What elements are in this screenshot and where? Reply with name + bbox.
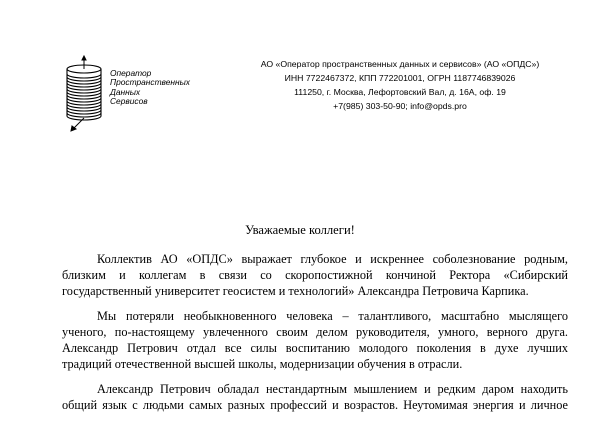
- logo-text-line: Данных: [110, 86, 141, 97]
- company-logo: [58, 56, 228, 136]
- text-line: Коллектив АО «ОПДС» выражает глубокое и искреннее соболезнование родным,: [97, 252, 568, 266]
- text-line: государственный университет геосистем и технологий» Александра Петровича Карпика.: [62, 284, 529, 298]
- logo-text-line: Оператор: [110, 68, 152, 78]
- company-contacts: +7(985) 303-50-90; info@opds.pro: [333, 101, 467, 111]
- text-line: Александр Петрович обладал нестандартным мышлением и редким даром находить: [97, 382, 568, 396]
- paragraph: [62, 251, 568, 299]
- paragraph: [62, 308, 568, 372]
- text-line: традиций отечественной высшей школы, модернизации обучения в отрасли.: [62, 357, 463, 371]
- letter-greeting: Уважаемые коллеги!: [245, 223, 355, 237]
- paragraph: [62, 381, 568, 413]
- company-details: [230, 57, 570, 113]
- logo-text-line: Сервисов: [110, 96, 148, 107]
- logo-text: [110, 69, 190, 107]
- logo-text-line: Пространственных: [110, 77, 190, 88]
- text-line: общий язык с людьми самых разных профессий и возрастов. Неутомимая энергия и личное: [62, 398, 568, 412]
- company-registration: ИНН 7722467372, КПП 772201001, ОГРН 1187746839026: [284, 73, 516, 83]
- company-address: 111250, г. Москва, Лефортовский Вал, д. 16А, оф. 19: [294, 87, 506, 97]
- text-line: Мы потеряли необыкновенного человека – талантливого, масштабно мыслящего: [97, 309, 568, 323]
- text-line: близким и коллегам в связи со скоропостижной кончиной Ректора «Сибирский: [62, 268, 568, 282]
- text-line: Александр Петрович отдал все силы воспитанию молодого поколения в духе лучших: [62, 341, 568, 355]
- company-name: АО «Оператор пространственных данных и сервисов» (АО «ОПДС»): [260, 59, 540, 69]
- striped-cylinder-icon: [58, 56, 118, 136]
- letter-body: [62, 251, 568, 422]
- text-line: ученого, по-настоящему увлеченного своим делом руководителя, умного, верного друга.: [62, 325, 568, 339]
